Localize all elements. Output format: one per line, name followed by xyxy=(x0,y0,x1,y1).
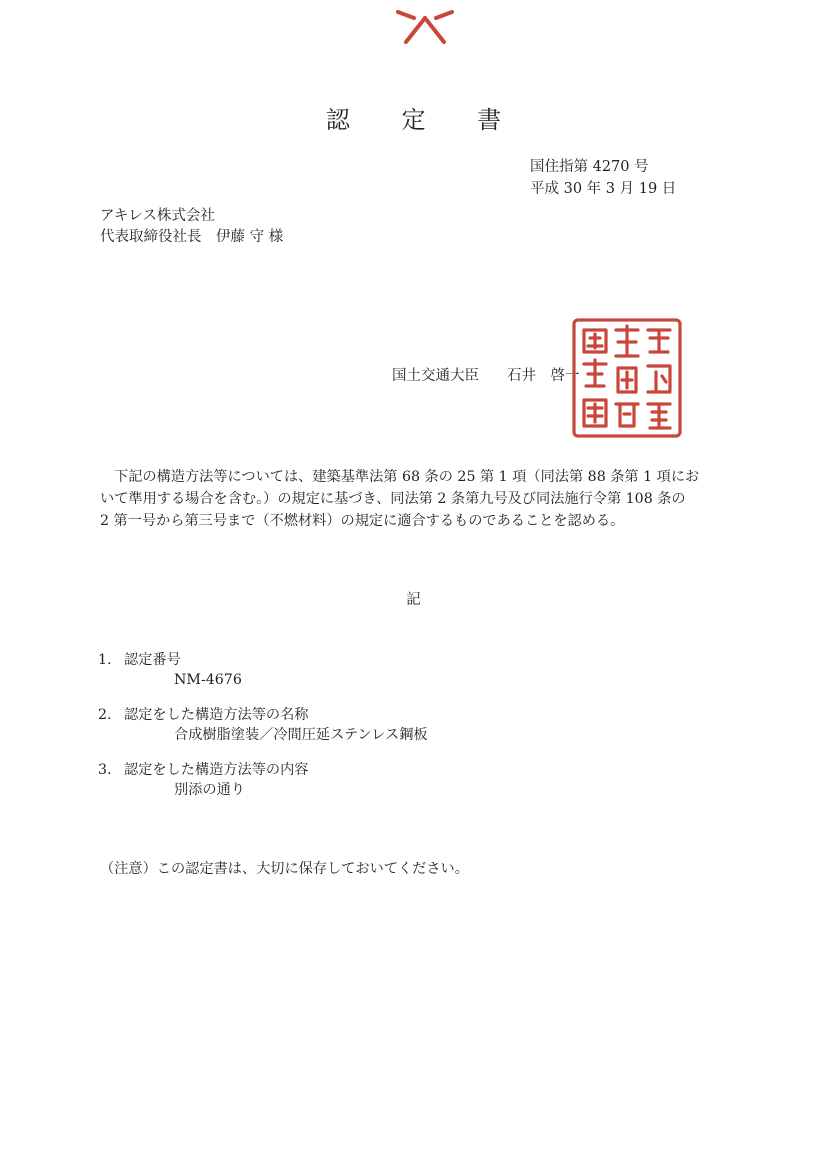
document-number-block xyxy=(530,156,676,200)
addressee-person: 代表取締役社長 伊藤 守 様 xyxy=(100,229,284,245)
item-number: 2. xyxy=(98,707,112,723)
item-value: 合成樹脂塗装／冷間圧延ステンレス鋼板 xyxy=(174,727,428,743)
document-title: 認 定 書 xyxy=(325,106,524,134)
addressee-company: アキレス株式会社 xyxy=(100,208,215,224)
document-number: 国住指第 4270 号 xyxy=(530,159,649,175)
item-number: 1. xyxy=(98,652,112,668)
body-line-2: いて準用する場合を含む。）の規定に基づき、同法第 2 条第九号及び同法施行令第 108 条の xyxy=(100,491,686,507)
issuer-name: 石井 啓一 xyxy=(507,368,580,384)
list-item xyxy=(98,705,428,745)
issuer-block xyxy=(392,364,580,385)
item-heading: 認定をした構造方法等の名称 xyxy=(124,707,309,723)
item-number: 3. xyxy=(98,762,112,778)
list-item xyxy=(98,760,308,800)
official-seal-icon xyxy=(570,316,684,440)
certification-body xyxy=(100,466,720,532)
ki-heading: 記 xyxy=(406,592,421,608)
body-line-1: 下記の構造方法等については、建築基準法第 68 条の 25 第 1 項（同法第 88 条第 1 項にお xyxy=(114,469,700,485)
addressee-block xyxy=(100,206,283,248)
body-line-3: 2 第一号から第三号まで（不燃材料）の規定に適合するものであることを認める。 xyxy=(100,513,625,529)
list-item xyxy=(98,650,242,690)
issuer-title: 国土交通大臣 xyxy=(392,368,479,384)
item-heading: 認定をした構造方法等の内容 xyxy=(124,762,309,778)
note-text: （注意）この認定書は、大切に保存しておいてください。 xyxy=(100,861,469,877)
item-value: 別添の通り xyxy=(174,782,245,798)
issue-date: 平成 30 年 3 月 19 日 xyxy=(530,181,677,197)
item-value: NM-4676 xyxy=(174,672,242,688)
decorative-mark-icon xyxy=(392,4,458,44)
item-heading: 認定番号 xyxy=(124,652,181,668)
